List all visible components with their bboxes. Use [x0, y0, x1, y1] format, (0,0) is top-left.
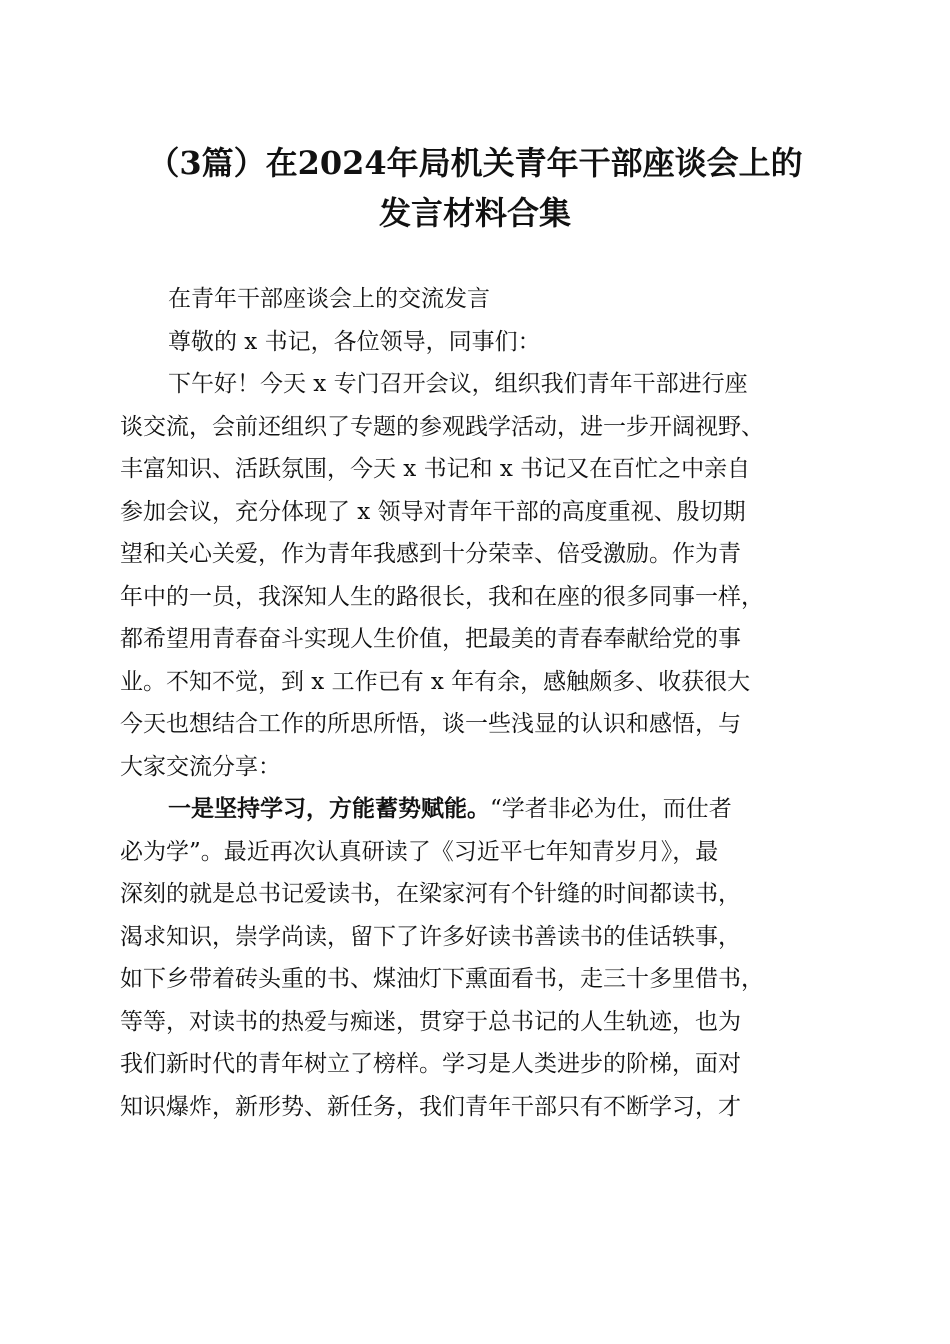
paragraph-2-line: 如下乡带着砖头重的书、煤油灯下熏面看书，走三十多里借书，: [120, 966, 764, 992]
title-line-2: 发言材料合集: [378, 194, 571, 232]
paragraph-2-first-rest: “学者非必为仕，而仕者: [490, 796, 732, 822]
paragraph-2-heading: 一是坚持学习，方能蓄势赋能。: [168, 795, 490, 822]
paragraph-2-line: 深刻的就是总书记爱读书，在梁家河有个针缝的时间都读书，: [120, 881, 741, 907]
paragraph-1-line: 参加会议，充分体现了 x 领导对青年干部的高度重视、殷切期: [120, 498, 746, 525]
paragraph-1-line: 下午好！今天 x 专门召开会议，组织我们青年干部进行座: [168, 371, 748, 397]
paragraph-1-line: 今天也想结合工作的所思所悟，谈一些浅显的认识和感悟，与: [120, 711, 741, 737]
document-title: [100, 138, 850, 238]
paragraph-1-line: 都希望用青春奋斗实现人生价值，把最美的青春奉献给党的事: [120, 626, 741, 652]
title-line-1: （3篇）在2024年局机关青年干部座谈会上的: [147, 144, 803, 182]
paragraph-2-line: 渴求知识，崇学尚读，留下了许多好读书善读书的佳话轶事，: [120, 923, 741, 950]
paragraph-2-line: 必为学”。最近再次认真研读了《习近平七年知青岁月》，最: [120, 838, 719, 865]
paragraph-2-line: 等等，对读书的热爱与痴迷，贯穿于总书记的人生轨迹，也为: [120, 1008, 741, 1035]
paragraph-2-line: 我们新时代的青年树立了榜样。学习是人类进步的阶梯，面对: [120, 1051, 741, 1077]
paragraph-1-line: 望和关心关爱，作为青年我感到十分荣幸、倍受激励。作为青: [120, 541, 741, 567]
paragraph-1-line: 年中的一员，我深知人生的路很长，我和在座的很多同事一样，: [120, 583, 764, 610]
paragraph-1-line: 丰富知识、活跃氛围，今天 x 书记和 x 书记又在百忙之中亲自: [120, 456, 751, 482]
paragraph-2-line: 知识爆炸，新形势、新任务，我们青年干部只有不断学习，才: [120, 1093, 741, 1120]
paragraph-2-first-line: [120, 788, 830, 831]
paragraph-1-line: 业。不知不觉，到 x 工作已有 x 年有余，感触颇多、收获很大: [120, 668, 751, 695]
salutation: 尊敬的 x 书记，各位领导，同事们：: [168, 328, 541, 355]
paragraph-1-line: 谈交流，会前还组织了专题的参观践学活动，进一步开阔视野、: [120, 413, 764, 440]
speech-subtitle: 在青年干部座谈会上的交流发言: [168, 286, 490, 312]
paragraph-1-line: 大家交流分享：: [120, 753, 281, 780]
document-body: [120, 278, 830, 1128]
